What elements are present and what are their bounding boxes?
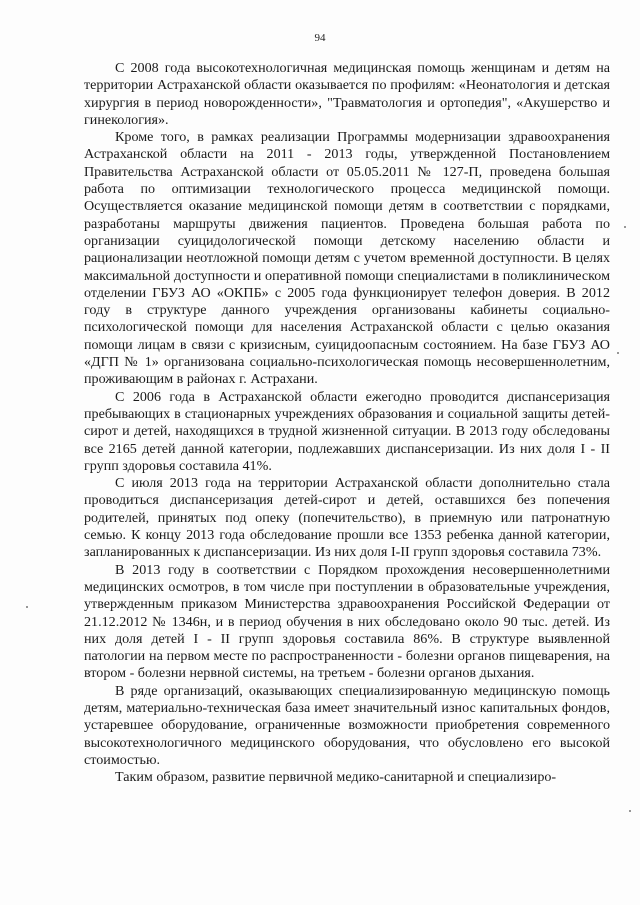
paragraph-equipment-wear: В ряде организаций, оказывающих специализированную медицинскую помощь детям, материально-техническая база имеет значительный износ капитальных фондов, устаревшее оборудование, ограниченные возможности приобретения современного высокотехнологичного медицинского оборудования, что обусловлено его высокой стоимостью. — [84, 682, 610, 768]
paragraph-orphan-screening-2013: С июля 2013 года на территории Астраханской области дополнительно стала проводиться диспансеризация детей-сирот и детей, оставшихся без попечения родителей, принятых под опеку (попечительство), в приемную или патронатную семью. К концу 2013 года обследование прошли все 1353 ребенка данной категории, запланированных к диспансеризации. Из них доля I-II групп здоровья составила 73%. — [84, 475, 610, 561]
page-number: 94 — [314, 32, 326, 44]
scan-speck — [26, 606, 28, 608]
scan-speck — [617, 352, 619, 354]
body-text — [84, 60, 610, 786]
scan-speck — [629, 810, 631, 812]
scan-speck — [624, 226, 626, 228]
paragraph-orphan-screening-2006: С 2006 года в Астраханской области ежегодно проводится диспансеризация пребывающих в стационарных учреждениях образования и социальной защиты детей-сирот и детей, находящихся в трудной жизненной ситуации. В 2013 году обследованы все 2165 детей данной категории, подлежавших диспансеризации. Из них доля I - II групп здоровья составила 41%. — [84, 388, 610, 474]
paragraph-hitech-care: С 2008 года высокотехнологичная медицинская помощь женщинам и детям на территории Астраханской области оказывается по профилям: «Неонатология и детская хирургия в период новорожденности», "Травматология и ортопедия", «Акушерство и гинекология». — [84, 60, 610, 128]
paragraph-modernization-program: Кроме того, в рамках реализации Программы модернизации здравоохранения Астраханской области на 2011 - 2013 годы, утвержденной Постановлением Правительства Астраханской области от 05.05.2011 № 127-П, проведена большая работа по оптимизации технологического процесса медицинской помощи. Осуществляется оказание медицинской помощи детям в соответствии с порядками, разработаны маршруты движения пациентов. Проведена большая работа по организации суицидологической помощи детскому населению области и рационализации неотложной помощи детям с учетом временной доступности. В целях максимальной доступности и оперативной помощи специалистами в поликлиническом отделении ГБУЗ АО «ОКПБ» с 2005 года функционирует телефон доверия. В 2012 году в структуре данного учреждения организованы кабинеты социально-психологической помощи для населения Астраханской области с целью оказания помощи лицам в связи с кризисным, суицидоопасным состоянием. На базе ГБУЗ АО «ДГП № 1» организована социально-психологическая помощь несовершеннолетним, проживающим в районах г. Астрахани. — [84, 129, 610, 388]
paragraph-conclusion: Таким образом, развитие первичной медико-санитарной и специализиро- — [115, 769, 557, 786]
paragraph-minors-examinations: В 2013 году в соответствии с Порядком прохождения несовершеннолетними медицинских осмотров, в том числе при поступлении в образовательные учреждения, утвержденным приказом Министерства здравоохранения Российской Федерации от 21.12.2012 № 1346н, и в период обучения в них обследовано около 90 тыс. детей. Из них доля детей I - II групп здоровья составила 86%. В структуре выявленной патологии на первом месте по распространенности - болезни органов пищеварения, на втором - болезни нервной системы, на третьем - болезни органов дыхания. — [84, 561, 610, 682]
